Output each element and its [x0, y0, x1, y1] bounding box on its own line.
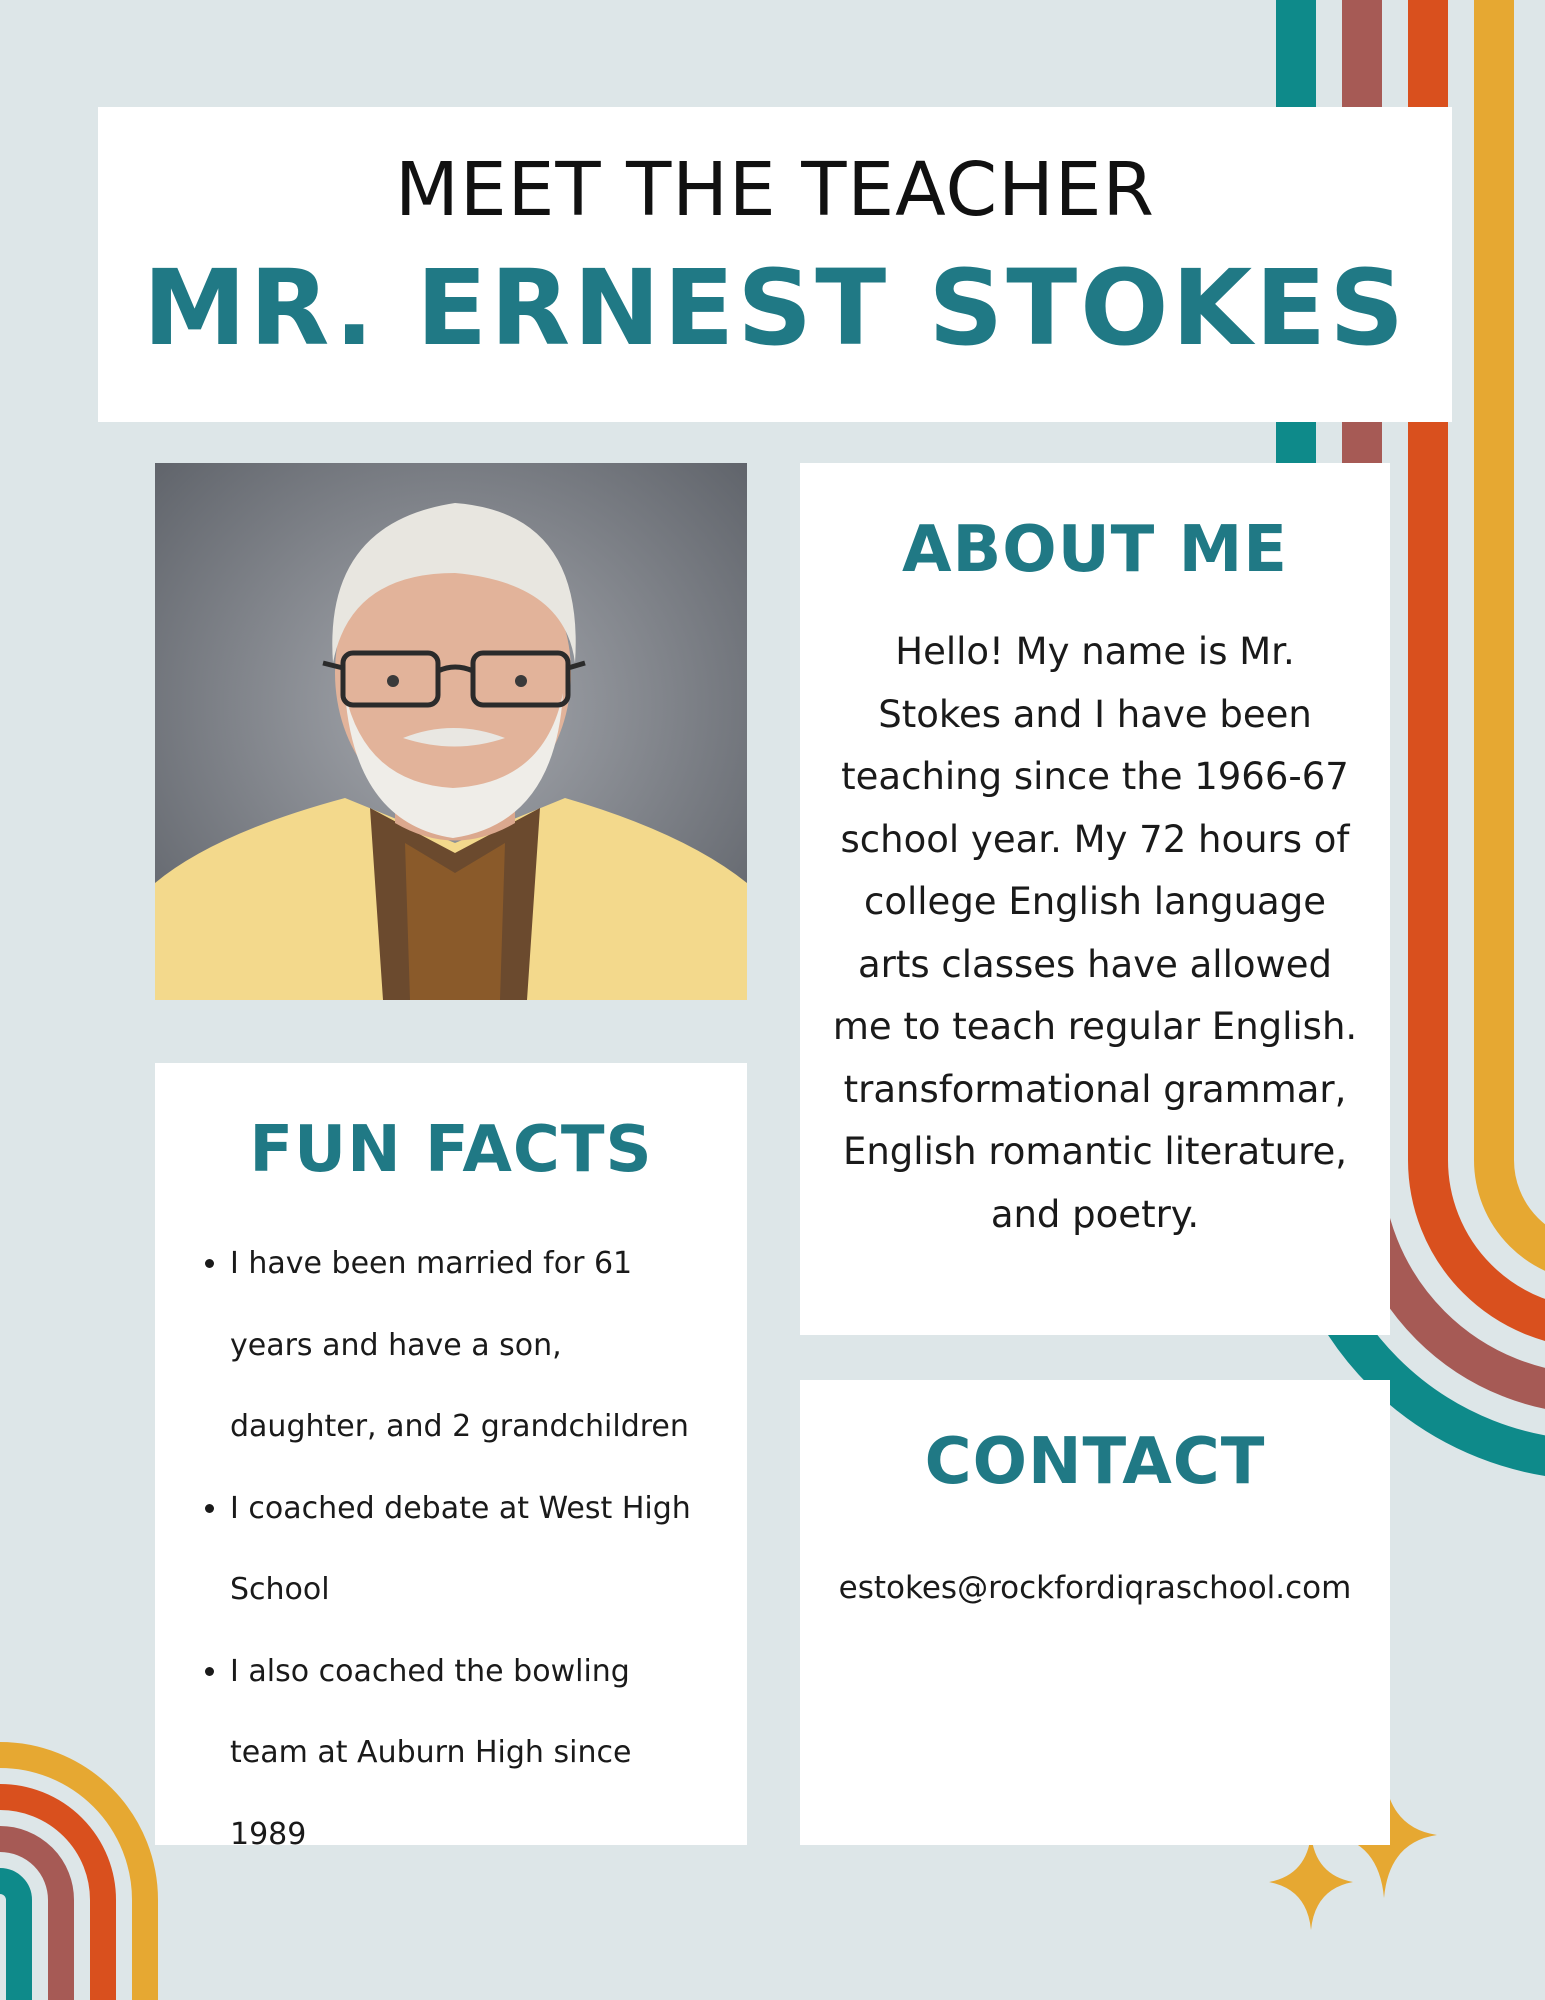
teacher-photo — [155, 463, 747, 1000]
fun-facts-heading: FUN FACTS — [249, 1113, 653, 1187]
fun-facts-list — [155, 1223, 715, 1875]
fun-facts-card — [155, 1063, 747, 1852]
list-item: • I coached debate at West High School — [230, 1468, 715, 1631]
about-me-card — [800, 463, 1390, 1335]
about-me-text: Hello! My name is Mr. Stokes and I have been teaching since the 1966-67 school year. My 72 hours of college English language arts classes have allowed me to teach regular English. transformational grammar, English romantic literature, and poetry. — [832, 630, 1358, 1236]
page-subtitle: MEET THE TEACHER — [395, 147, 1155, 233]
list-item: • I have been married for 61 years and have a son, daughter, and 2 grandchildren — [230, 1223, 715, 1468]
contact-email-link[interactable]: estokes@rockfordiqraschool.com — [838, 1570, 1352, 1606]
contact-card — [800, 1380, 1390, 1845]
about-me-heading: ABOUT ME — [901, 513, 1289, 587]
contact-heading: CONTACT — [924, 1425, 1266, 1499]
page-title: MR. ERNEST STOKES — [142, 247, 1408, 369]
header-card — [98, 107, 1452, 422]
list-item: • I also coached the bowling team at Auburn High since 1989 — [230, 1631, 715, 1876]
